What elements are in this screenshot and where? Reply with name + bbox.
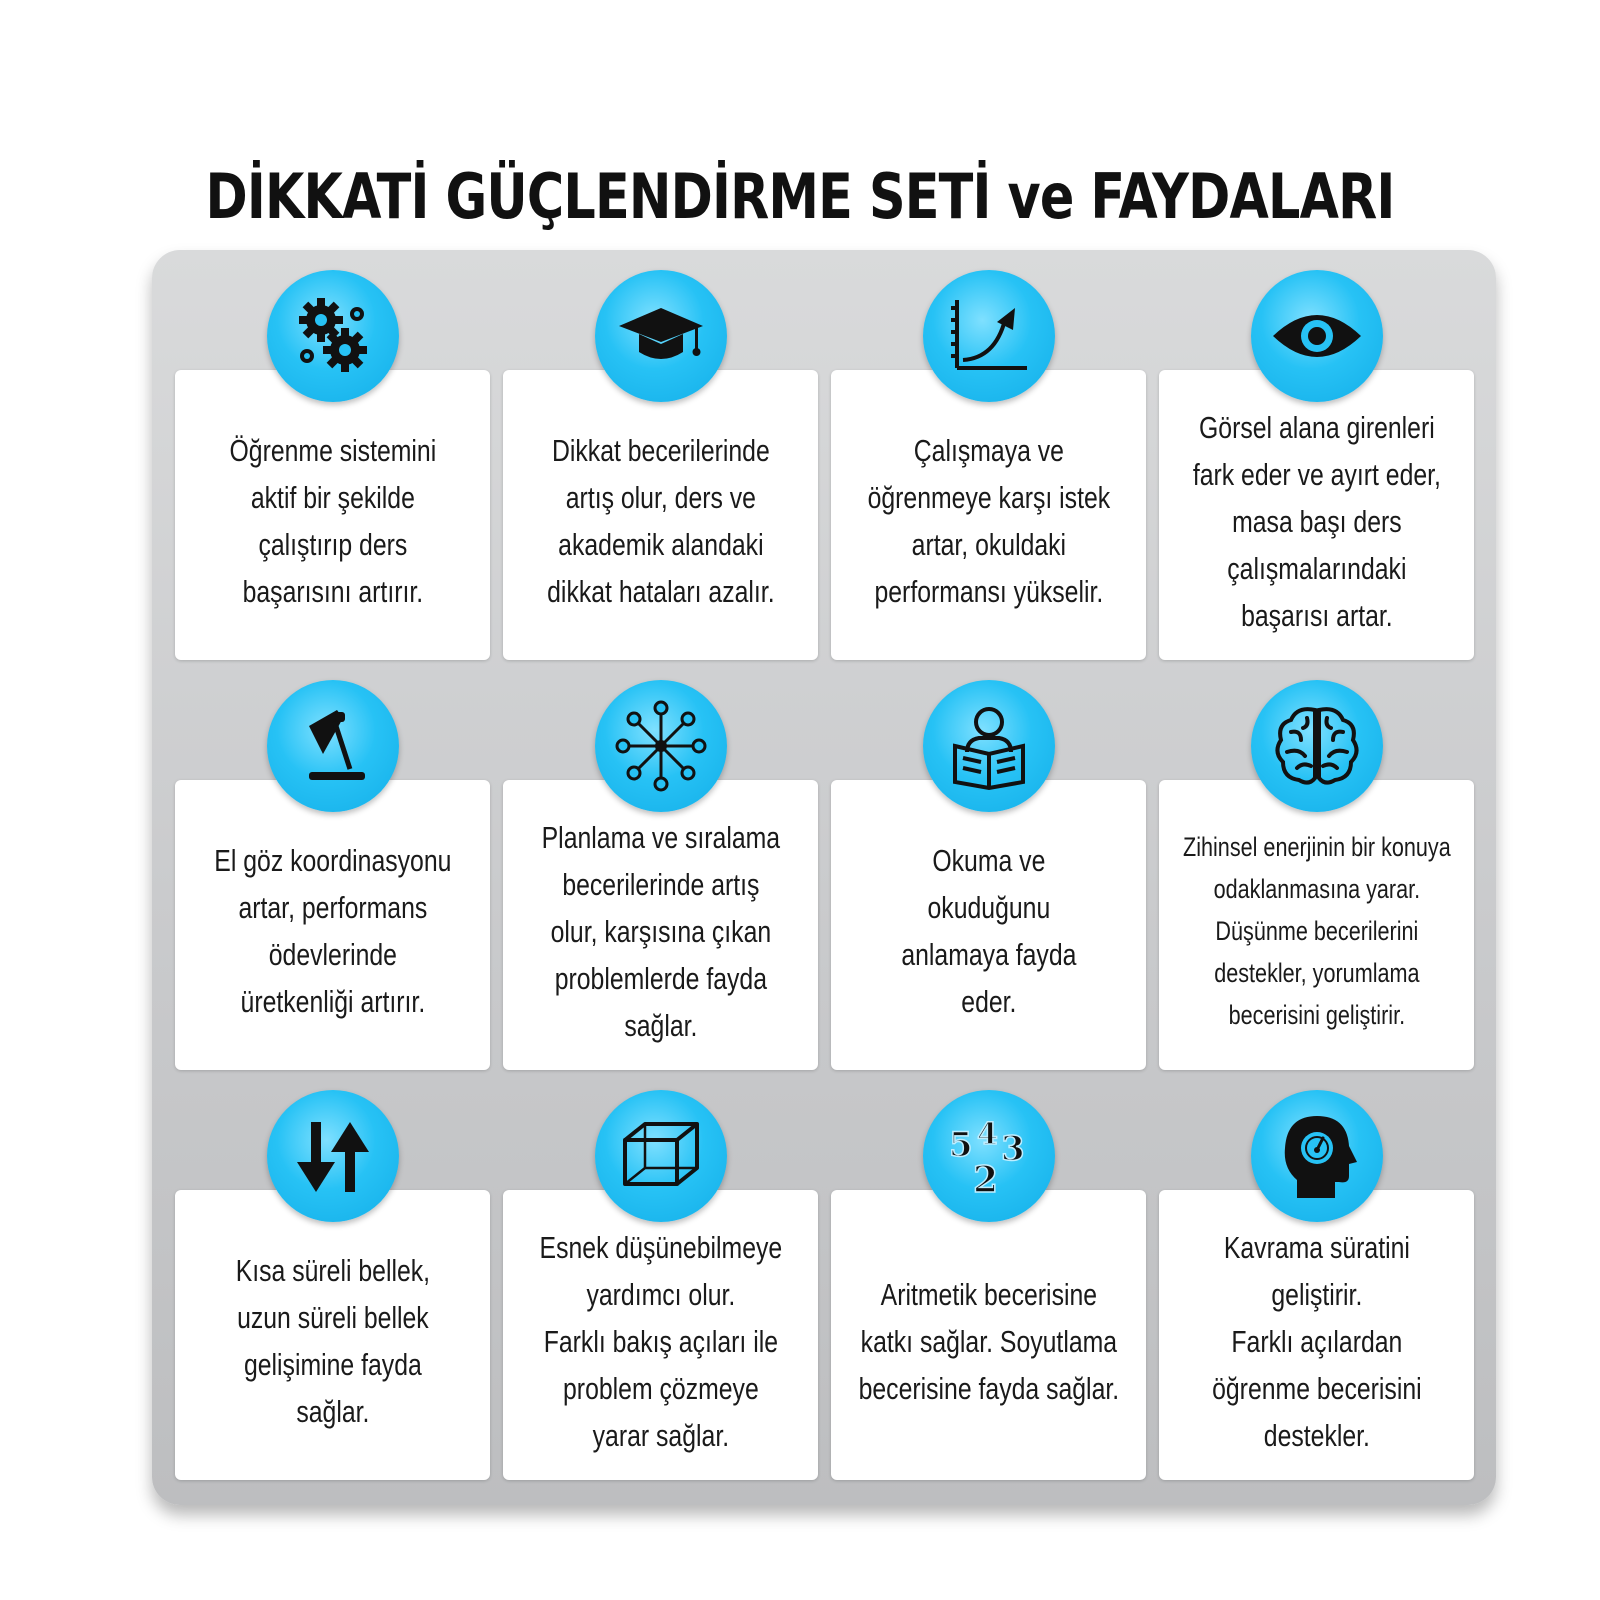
benefit-text: El göz koordinasyonu artar, performans ödevlerinde üretkenliği artırır. <box>213 843 452 1019</box>
benefit-card <box>503 270 818 670</box>
graduation-cap-icon <box>595 270 727 402</box>
benefit-card-body <box>1159 1190 1474 1480</box>
numbers-icon <box>923 1090 1055 1222</box>
benefit-text: Kavrama süratini geliştirir. Farklı açılardan öğrenme becerisini destekler. <box>1211 1229 1422 1453</box>
benefit-text: Aritmetik becerisine katkı sağlar. Soyutlama becerisine fayda sağlar. <box>858 1276 1119 1406</box>
benefit-text: Esnek düşünebilmeye yardımcı olur. Farklı bakış açıları ile problem çözmeye yarar sağlar. <box>539 1229 782 1453</box>
benefit-text: Kısa süreli bellek, uzun süreli bellek gelişimine fayda sağlar. <box>235 1253 430 1429</box>
up-down-arrows-icon <box>267 1090 399 1222</box>
benefit-card <box>831 270 1146 670</box>
benefit-card-body <box>831 780 1146 1070</box>
number-glyph: 2 <box>972 1159 998 1201</box>
benefit-text: Görsel alana girenleri fark eder ve ayırt eder, masa başı ders çalışmalarındaki başarısı artar. <box>1192 409 1441 633</box>
benefit-text: Dikkat becerilerinde artış olur, ders ve akademik alandaki dikkat hataları azalır. <box>546 433 775 609</box>
benefit-text: Planlama ve sıralama becerilerinde artış olur, karşısına çıkan problemlerde fayda sağlar. <box>541 819 780 1043</box>
benefit-card <box>831 1090 1146 1490</box>
brain-icon <box>1251 680 1383 812</box>
desk-lamp-icon <box>267 680 399 812</box>
benefit-text: Zihinsel enerjinin bir konuya odaklanmasına yarar. Düşünme becerilerini destekler, yorumlama becerisini geliştirir. <box>1182 832 1451 1030</box>
benefit-text: Öğrenme sistemini aktif bir şekilde çalıştırıp ders başarısını artırır. <box>229 433 436 609</box>
benefit-card <box>175 1090 490 1490</box>
head-gauge-icon <box>1251 1090 1383 1222</box>
benefit-card-body <box>503 370 818 660</box>
benefit-card-body <box>503 1190 818 1480</box>
eye-icon <box>1251 270 1383 402</box>
benefit-card-body <box>503 780 818 1070</box>
reader-icon <box>923 680 1055 812</box>
number-glyph: 4 <box>976 1117 998 1152</box>
benefit-card-body <box>175 1190 490 1480</box>
page-title: DİKKATİ GÜÇLENDİRME SETİ ve FAYDALARI <box>205 160 1395 233</box>
benefits-grid <box>175 270 1475 1500</box>
network-icon <box>595 680 727 812</box>
benefit-card <box>175 270 490 670</box>
benefit-card-body <box>175 370 490 660</box>
number-glyph: 5 <box>948 1125 973 1165</box>
benefit-card <box>1159 270 1474 670</box>
benefit-card <box>175 680 490 1080</box>
number-glyph: 3 <box>1000 1129 1025 1169</box>
benefit-card-body <box>1159 780 1474 1070</box>
benefit-card-body <box>831 370 1146 660</box>
growth-chart-icon <box>923 270 1055 402</box>
benefit-text: Okuma ve okuduğunu anlamaya fayda eder. <box>900 843 1077 1019</box>
benefit-card <box>503 680 818 1080</box>
gears-icon <box>267 270 399 402</box>
cube-icon <box>595 1090 727 1222</box>
benefit-text: Çalışmaya ve öğrenmeye karşı istek artar, okuldaki performansı yükselir. <box>867 433 1110 609</box>
benefit-card <box>1159 680 1474 1080</box>
benefit-card-body <box>831 1190 1146 1480</box>
benefit-card <box>831 680 1146 1080</box>
benefit-card <box>503 1090 818 1490</box>
benefit-card-body <box>1159 370 1474 660</box>
benefit-card <box>1159 1090 1474 1490</box>
benefit-card-body <box>175 780 490 1070</box>
